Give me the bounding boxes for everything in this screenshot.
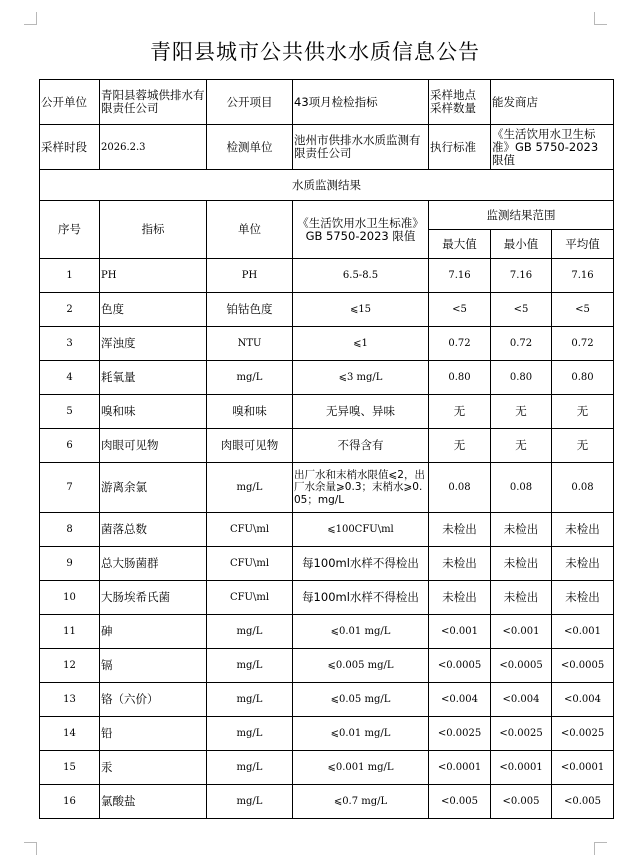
cell-unit: 嗅和味 (207, 395, 293, 429)
cell-unit: mg/L (207, 717, 293, 751)
header-row-1 (40, 201, 614, 230)
cell-min: <5 (491, 293, 552, 327)
section-title: 水质监测结果 (40, 170, 614, 201)
cell-avg: 未检出 (552, 547, 614, 581)
header-max: 最大值 (429, 230, 491, 259)
cell-min: 未检出 (491, 513, 552, 547)
cell-unit: mg/L (207, 361, 293, 395)
cell-unit: CFU\ml (207, 581, 293, 615)
cell-limit: ⩽3 mg/L (293, 361, 429, 395)
cell-no: 9 (40, 547, 100, 581)
item-value: 43项月检检指标 (293, 80, 429, 125)
table-row (40, 463, 614, 513)
cell-indicator: 嗅和味 (100, 395, 207, 429)
site-value: 能发商店 (491, 80, 614, 125)
cell-min: 未检出 (491, 581, 552, 615)
table-row (40, 395, 614, 429)
cell-min: <0.004 (491, 683, 552, 717)
cell-avg: <5 (552, 293, 614, 327)
header-indicator: 指标 (100, 201, 207, 259)
page-title: 青阳县城市公共供水水质信息公告 (150, 40, 480, 64)
cell-limit: ⩽0.005 mg/L (293, 649, 429, 683)
cell-min: 0.80 (491, 361, 552, 395)
table-row (40, 327, 614, 361)
cell-avg: 未检出 (552, 513, 614, 547)
cell-avg: <0.001 (552, 615, 614, 649)
table-row (40, 717, 614, 751)
cell-indicator: 耗氧量 (100, 361, 207, 395)
cell-max: <0.0005 (429, 649, 491, 683)
cell-limit: ⩽0.01 mg/L (293, 717, 429, 751)
cell-unit: mg/L (207, 785, 293, 819)
cell-unit: CFU\ml (207, 513, 293, 547)
cell-max: 0.80 (429, 361, 491, 395)
info-row-2 (40, 125, 614, 170)
cell-limit: 每100ml水样不得检出 (293, 547, 429, 581)
cell-no: 8 (40, 513, 100, 547)
cell-limit: 6.5-8.5 (293, 259, 429, 293)
cell-limit: ⩽100CFU\ml (293, 513, 429, 547)
cell-no: 15 (40, 751, 100, 785)
cell-min: 0.72 (491, 327, 552, 361)
cell-avg: <0.0001 (552, 751, 614, 785)
cell-indicator: 铬（六价） (100, 683, 207, 717)
cell-limit: ⩽0.001 mg/L (293, 751, 429, 785)
cell-avg: <0.004 (552, 683, 614, 717)
cell-max: <5 (429, 293, 491, 327)
cell-indicator: PH (100, 259, 207, 293)
cell-no: 1 (40, 259, 100, 293)
header-unit: 单位 (207, 201, 293, 259)
cell-min: 7.16 (491, 259, 552, 293)
cell-avg: 0.80 (552, 361, 614, 395)
cell-max: <0.004 (429, 683, 491, 717)
table-row (40, 429, 614, 463)
cell-max: <0.001 (429, 615, 491, 649)
cell-avg: <0.0005 (552, 649, 614, 683)
cell-avg: 0.72 (552, 327, 614, 361)
cell-indicator: 汞 (100, 751, 207, 785)
cell-avg: 未检出 (552, 581, 614, 615)
cell-avg: <0.005 (552, 785, 614, 819)
table-row (40, 361, 614, 395)
cell-avg: 无 (552, 429, 614, 463)
cell-min: <0.0025 (491, 717, 552, 751)
cell-indicator: 肉眼可见物 (100, 429, 207, 463)
cell-max: 无 (429, 429, 491, 463)
cell-min: <0.001 (491, 615, 552, 649)
cell-indicator: 游离余氯 (100, 463, 207, 513)
table-row (40, 513, 614, 547)
cell-unit: mg/L (207, 615, 293, 649)
standard-value: 《生活饮用水卫生标准》GB 5750-2023 限值 (491, 125, 614, 170)
cell-unit: PH (207, 259, 293, 293)
table-row (40, 581, 614, 615)
cell-unit: 铂钴色度 (207, 293, 293, 327)
standard-label: 执行标准 (429, 125, 491, 170)
cell-limit: 出厂水和末梢水限值⩽2，出厂水余量⩾0.3；末梢水⩾0.05；mg/L (293, 463, 429, 513)
water-quality-table (39, 79, 614, 819)
cell-min: <0.0001 (491, 751, 552, 785)
cell-indicator: 铅 (100, 717, 207, 751)
cell-no: 5 (40, 395, 100, 429)
cell-indicator: 总大肠菌群 (100, 547, 207, 581)
cell-max: 未检出 (429, 547, 491, 581)
cell-no: 3 (40, 327, 100, 361)
cell-avg: 0.08 (552, 463, 614, 513)
cell-unit: mg/L (207, 683, 293, 717)
cell-limit: ⩽0.7 mg/L (293, 785, 429, 819)
cell-indicator: 氯酸盐 (100, 785, 207, 819)
cell-max: 7.16 (429, 259, 491, 293)
table-row (40, 293, 614, 327)
time-label: 采样时段 (40, 125, 100, 170)
publisher-label: 公开单位 (40, 80, 100, 125)
lab-label: 检测单位 (207, 125, 293, 170)
cell-min: <0.005 (491, 785, 552, 819)
info-row-1 (40, 80, 614, 125)
cell-unit: CFU\ml (207, 547, 293, 581)
time-value: 2026.2.3 (100, 125, 207, 170)
cell-avg: 无 (552, 395, 614, 429)
cell-min: 无 (491, 395, 552, 429)
page-corner-mark-top-left (24, 12, 37, 25)
cell-max: 0.08 (429, 463, 491, 513)
cell-no: 7 (40, 463, 100, 513)
cell-limit: 不得含有 (293, 429, 429, 463)
section-title-row (40, 170, 614, 201)
header-avg: 平均值 (552, 230, 614, 259)
header-min: 最小值 (491, 230, 552, 259)
cell-indicator: 砷 (100, 615, 207, 649)
cell-max: 未检出 (429, 513, 491, 547)
cell-indicator: 大肠埃希氏菌 (100, 581, 207, 615)
cell-max: 未检出 (429, 581, 491, 615)
cell-unit: mg/L (207, 751, 293, 785)
page-corner-mark-top-right (594, 12, 607, 25)
cell-unit: 肉眼可见物 (207, 429, 293, 463)
table-row (40, 683, 614, 717)
cell-no: 12 (40, 649, 100, 683)
cell-no: 13 (40, 683, 100, 717)
cell-min: 无 (491, 429, 552, 463)
cell-no: 2 (40, 293, 100, 327)
cell-limit: ⩽0.01 mg/L (293, 615, 429, 649)
cell-unit: mg/L (207, 463, 293, 513)
cell-limit: ⩽1 (293, 327, 429, 361)
cell-avg: 7.16 (552, 259, 614, 293)
lab-value: 池州市供排水水质监测有限责任公司 (293, 125, 429, 170)
table-row (40, 649, 614, 683)
cell-indicator: 色度 (100, 293, 207, 327)
table-row (40, 785, 614, 819)
cell-max: <0.0001 (429, 751, 491, 785)
cell-max: 无 (429, 395, 491, 429)
cell-unit: mg/L (207, 649, 293, 683)
cell-min: 0.08 (491, 463, 552, 513)
header-range: 监测结果范围 (429, 201, 614, 230)
cell-no: 4 (40, 361, 100, 395)
cell-min: 未检出 (491, 547, 552, 581)
table-row (40, 259, 614, 293)
cell-no: 10 (40, 581, 100, 615)
header-no: 序号 (40, 201, 100, 259)
cell-max: <0.005 (429, 785, 491, 819)
cell-indicator: 菌落总数 (100, 513, 207, 547)
cell-indicator: 浑浊度 (100, 327, 207, 361)
table-row (40, 547, 614, 581)
cell-limit: ⩽15 (293, 293, 429, 327)
publisher-value: 青阳县蓉城供排水有限责任公司 (100, 80, 207, 125)
header-limit: 《生活饮用水卫生标准》GB 5750-2023 限值 (293, 201, 429, 259)
cell-limit: 无异嗅、异味 (293, 395, 429, 429)
page-corner-mark-bottom-left (24, 842, 37, 855)
cell-unit: NTU (207, 327, 293, 361)
cell-max: 0.72 (429, 327, 491, 361)
item-label: 公开项目 (207, 80, 293, 125)
table-row (40, 751, 614, 785)
cell-max: <0.0025 (429, 717, 491, 751)
cell-avg: <0.0025 (552, 717, 614, 751)
cell-no: 16 (40, 785, 100, 819)
site-label: 采样地点 采样数量 (429, 80, 491, 125)
cell-limit: 每100ml水样不得检出 (293, 581, 429, 615)
cell-no: 6 (40, 429, 100, 463)
table-row (40, 615, 614, 649)
page-corner-mark-bottom-right (594, 842, 607, 855)
cell-no: 11 (40, 615, 100, 649)
cell-no: 14 (40, 717, 100, 751)
cell-indicator: 镉 (100, 649, 207, 683)
cell-limit: ⩽0.05 mg/L (293, 683, 429, 717)
cell-min: <0.0005 (491, 649, 552, 683)
